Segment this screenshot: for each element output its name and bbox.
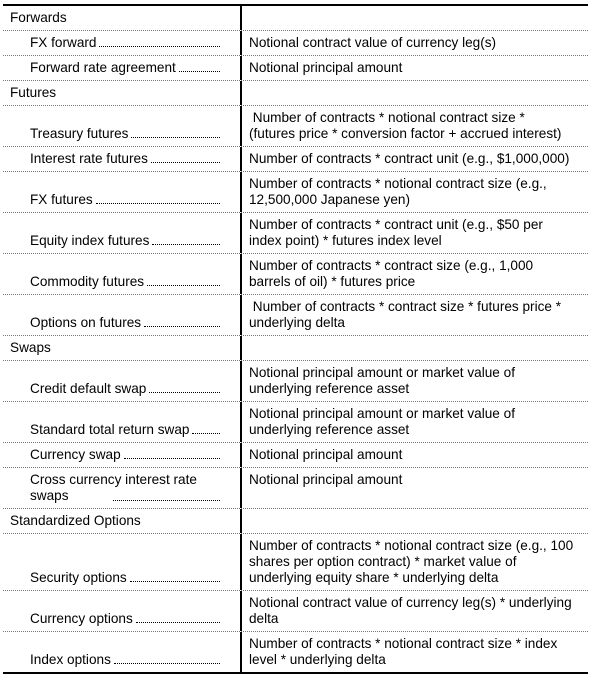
instrument-label-cell [3,295,242,335]
notional-description: Notional principal amount [249,447,403,462]
instrument-label: Index options [30,652,111,667]
notional-description: Number of contracts * notional contract size * index level * underlying delta [249,636,562,667]
notional-description: Number of contracts * contract unit (e.g., $50 per index point) * futures index level [249,217,547,248]
instrument-label-cell [3,172,242,212]
notional-description: Notional contract value of currency leg(s) * underlying delta [249,595,576,626]
section-heading: Standardized Options [3,509,242,533]
table-row-currency-swap [3,443,588,468]
table-row-fx-forward [3,31,588,56]
notional-description: Notional principal amount or market value of underlying reference asset [249,406,519,437]
instrument-label-cell [3,31,242,55]
dot-leader [96,203,220,204]
instrument-label: FX forward [30,35,97,50]
dot-leader [147,285,220,286]
instrument-label: Cross currency interest rate swaps [30,472,197,503]
table-row-standard-total-return-swap [3,402,588,443]
instrument-label: Currency swap [30,447,121,462]
instrument-label-cell [3,632,242,672]
notional-description: Number of contracts * notional contract size * (futures price * conversion factor + accrued interest) [249,110,562,141]
dot-leader [151,162,220,163]
section-heading: Futures [3,81,242,105]
section-value-cell [242,6,588,30]
instrument-label-cell [3,56,242,80]
instrument-label: Options on futures [30,315,142,330]
dot-leader [124,458,220,459]
table-row-interest-rate-futures [3,147,588,172]
instrument-label: Treasury futures [30,126,129,141]
table-row-index-options [3,632,588,672]
instrument-label-cell [3,443,242,467]
instrument-label-cell [3,361,242,401]
section-value-cell [242,509,588,533]
instrument-label: Standard total return swap [30,422,190,437]
notional-description: Notional principal amount or market value of underlying reference asset [249,365,519,396]
dot-leader [136,622,220,623]
dot-leader [192,433,220,434]
dot-leader [113,500,220,501]
instrument-label: Currency options [30,611,133,626]
dot-leader [149,392,220,393]
instrument-label-cell [3,591,242,631]
table-row-cross-currency-interest-rate-swaps [3,468,588,509]
instrument-label: Credit default swap [30,381,147,396]
section-row-forwards [3,6,588,31]
instrument-label: Interest rate futures [30,151,148,166]
instrument-label: Equity index futures [30,233,150,248]
notional-description: Notional principal amount [249,60,403,75]
dot-leader [130,581,220,582]
instrument-label: Security options [30,570,127,585]
instrument-label-cell [3,213,242,253]
notional-description: Number of contracts * contract size (e.g., 1,000 barrels of oil) * futures price [249,258,537,289]
section-row-standardized-options [3,509,588,534]
table-row-currency-options [3,591,588,632]
table-row-treasury-futures [3,106,588,147]
notional-description: Number of contracts * contract size * futures price * underlying delta [249,299,565,330]
table-row-options-on-futures [3,295,588,336]
dot-leader [152,244,220,245]
instrument-label-cell [3,468,242,508]
notional-description: Notional principal amount [249,472,403,487]
table-row-credit-default-swap [3,361,588,402]
section-row-futures [3,81,588,106]
table-row-commodity-futures [3,254,588,295]
notional-description: Number of contracts * contract unit (e.g., $1,000,000) [249,151,570,166]
table-row-fx-futures [3,172,588,213]
section-value-cell [242,81,588,105]
section-value-cell [242,336,588,360]
section-heading: Forwards [3,6,242,30]
dot-leader [114,663,220,664]
dot-leader [179,71,220,72]
instrument-label: Commodity futures [30,274,145,289]
dot-leader [131,137,220,138]
derivatives-notional-table [3,4,588,674]
instrument-label: Forward rate agreement [30,60,176,75]
notional-description: Notional contract value of currency leg(s) [249,35,497,50]
instrument-label-cell [3,254,242,294]
notional-description: Number of contracts * notional contract size (e.g., 12,500,000 Japanese yen) [249,176,551,207]
instrument-label-cell [3,534,242,590]
instrument-label-cell [3,147,242,171]
notional-description: Number of contracts * notional contract size (e.g., 100 shares per option contract) * market value of underlying equity share * underlying delta [249,538,577,585]
table-row-equity-index-futures [3,213,588,254]
instrument-label-cell [3,106,242,146]
section-row-swaps [3,336,588,361]
dot-leader [144,326,220,327]
instrument-label-cell [3,402,242,442]
table-row-security-options [3,534,588,591]
table-row-forward-rate-agreement [3,56,588,81]
dot-leader [99,46,220,47]
section-heading: Swaps [3,336,242,360]
instrument-label: FX futures [30,192,93,207]
